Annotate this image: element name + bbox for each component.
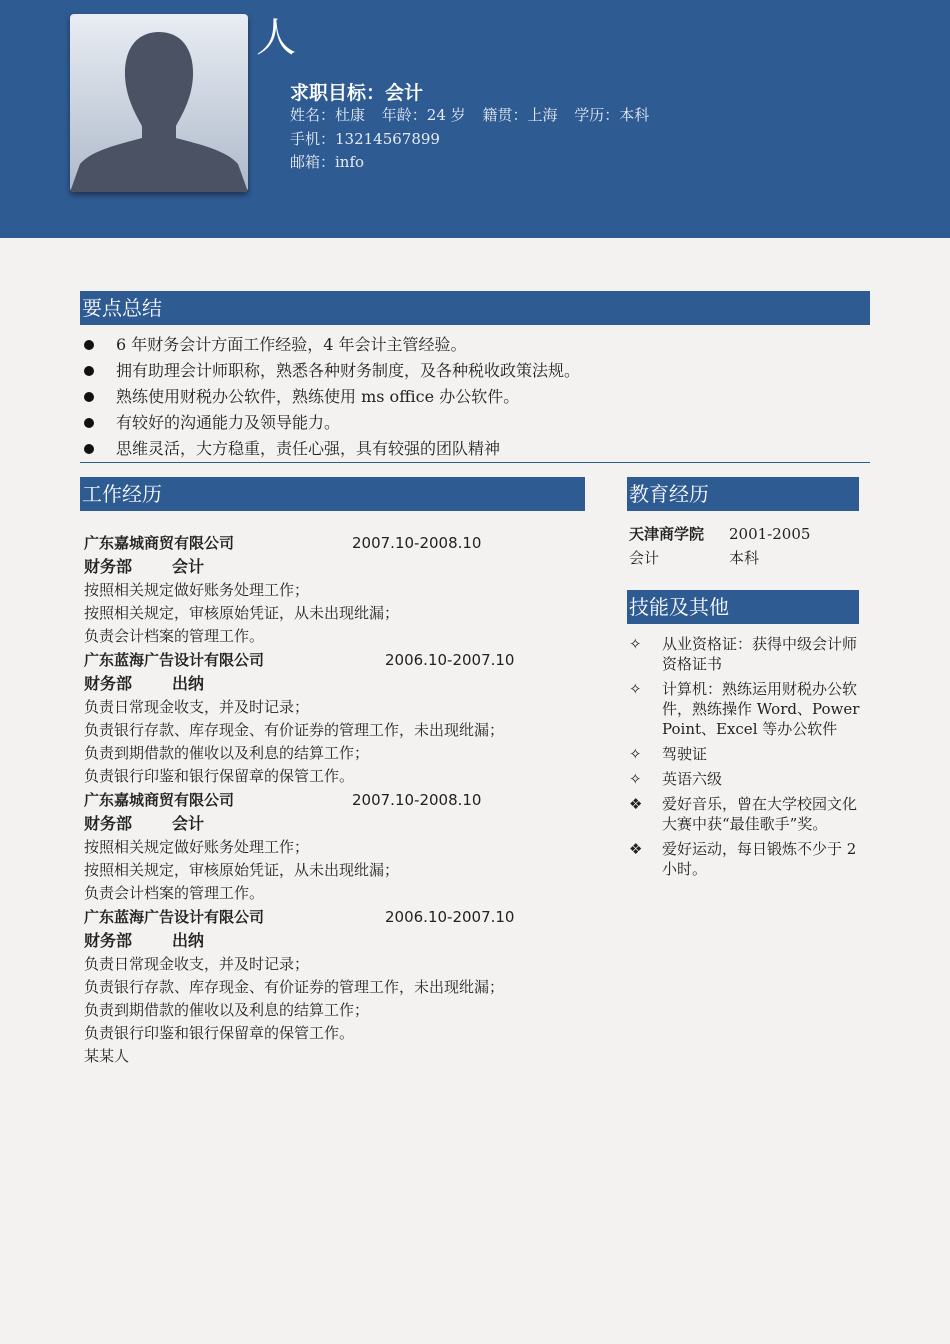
- info-education: 学历：本科: [574, 106, 650, 124]
- role: 会计: [172, 814, 205, 833]
- dept-row: [84, 672, 584, 696]
- duty: 按照相关规定，审核原始凭证，从未出现纰漏；: [84, 861, 400, 879]
- dept-row: [84, 929, 584, 953]
- work-history: [84, 531, 584, 1068]
- major: 会计: [629, 549, 660, 567]
- person-silhouette-icon: [70, 14, 248, 192]
- job-target: 求职目标：会计: [290, 82, 424, 104]
- company-name: 广东嘉城商贸有限公司: [84, 534, 235, 552]
- company-row: [84, 905, 584, 929]
- period: 2007.10-2008.10: [352, 534, 482, 552]
- duty: 按照相关规定，审核原始凭证，从未出现纰漏；: [84, 604, 400, 622]
- info-hometown: 籍贯：上海: [482, 106, 558, 124]
- school-name: 天津商学院: [629, 525, 705, 543]
- education-row: [629, 546, 859, 570]
- role: 出纳: [172, 674, 205, 693]
- duty: 负责会计档案的管理工作。: [84, 627, 265, 645]
- divider: [80, 462, 870, 463]
- skills-heading: 技能及其他: [627, 590, 859, 624]
- department: 财务部: [84, 814, 133, 833]
- name-title: 人: [256, 15, 296, 61]
- header-banner: [0, 0, 950, 238]
- education-row: [629, 522, 859, 546]
- list-item: ✧ 英语六级: [629, 770, 723, 788]
- company-name: 广东嘉城商贸有限公司: [84, 791, 235, 809]
- list-item: 拥有助理会计师职称，熟悉各种财务制度，及各种税收政策法规。: [82, 358, 872, 384]
- degree: 本科: [729, 549, 760, 567]
- duty: 负责银行存款、库存现金、有价证券的管理工作，未出现纰漏；: [84, 978, 505, 996]
- info-name: 姓名：杜康: [290, 106, 366, 124]
- duty: 负责到期借款的催收以及利息的结算工作；: [84, 1001, 370, 1019]
- education-years: 2001-2005: [729, 525, 811, 543]
- duty: 负责到期借款的催收以及利息的结算工作；: [84, 744, 370, 762]
- list-item: ✧ 从业资格证：获得中级会计师资格证书: [629, 635, 858, 673]
- department: 财务部: [84, 931, 133, 950]
- duty: 负责日常现金收支，并及时记录；: [84, 698, 310, 716]
- company-row: [84, 531, 584, 555]
- company-name: 广东蓝海广告设计有限公司: [84, 651, 265, 669]
- duty: 负责银行印鉴和银行保留章的保管工作。: [84, 767, 355, 785]
- role: 会计: [172, 557, 205, 576]
- filled-diamond-bullet-icon: ❖: [629, 840, 643, 858]
- work-heading: 工作经历: [80, 477, 585, 511]
- summary-heading: 要点总结: [80, 291, 870, 325]
- list-item: 有较好的沟通能力及领导能力。: [82, 410, 872, 436]
- period: 2006.10-2007.10: [385, 651, 515, 669]
- company-name: 广东蓝海广告设计有限公司: [84, 908, 265, 926]
- dept-row: [84, 555, 584, 579]
- duty: 负责会计档案的管理工作。: [84, 884, 265, 902]
- footer-name: 某某人: [84, 1047, 130, 1065]
- list-item: ✧ 计算机：熟练运用财税办公软件，熟练操作 Word、PowerPoint、Excel 等办公软件: [629, 680, 860, 738]
- diamond-bullet-icon: ✧: [629, 680, 642, 698]
- list-item: 思维灵活，大方稳重，责任心强，具有较强的团队精神: [82, 436, 872, 462]
- email: 邮箱：info: [290, 153, 365, 171]
- list-item: ❖ 爱好运动，每日锻炼不少于 2 小时。: [629, 840, 857, 878]
- summary-list: [82, 332, 872, 462]
- department: 财务部: [84, 557, 133, 576]
- info-age: 年龄：24 岁: [381, 106, 466, 124]
- phone: 手机：13214567899: [290, 130, 440, 148]
- education: [629, 522, 859, 570]
- company-row: [84, 648, 584, 672]
- list-item: ✧ 驾驶证: [629, 745, 708, 763]
- diamond-bullet-icon: ✧: [629, 745, 642, 763]
- diamond-bullet-icon: ✧: [629, 635, 642, 653]
- filled-diamond-bullet-icon: ❖: [629, 795, 643, 813]
- duty: 负责银行存款、库存现金、有价证券的管理工作，未出现纰漏；: [84, 721, 505, 739]
- period: 2007.10-2008.10: [352, 791, 482, 809]
- period: 2006.10-2007.10: [385, 908, 515, 926]
- education-heading: 教育经历: [627, 477, 859, 511]
- list-item: 6 年财务会计方面工作经验，4 年会计主管经验。: [82, 332, 872, 358]
- duty: 按照相关规定做好账务处理工作；: [84, 581, 310, 599]
- duty: 负责银行印鉴和银行保留章的保管工作。: [84, 1024, 355, 1042]
- skills-list: [629, 634, 861, 884]
- diamond-bullet-icon: ✧: [629, 770, 642, 788]
- list-item: 熟练使用财税办公软件，熟练使用 ms office 办公软件。: [82, 384, 872, 410]
- role: 出纳: [172, 931, 205, 950]
- department: 财务部: [84, 674, 133, 693]
- duty: 负责日常现金收支，并及时记录；: [84, 955, 310, 973]
- duty: 按照相关规定做好账务处理工作；: [84, 838, 310, 856]
- dept-row: [84, 812, 584, 836]
- basic-info: [290, 104, 661, 125]
- list-item: ❖ 爱好音乐，曾在大学校园文化大赛中获“最佳歌手”奖。: [629, 795, 858, 833]
- profile-photo: [70, 14, 248, 192]
- company-row: [84, 788, 584, 812]
